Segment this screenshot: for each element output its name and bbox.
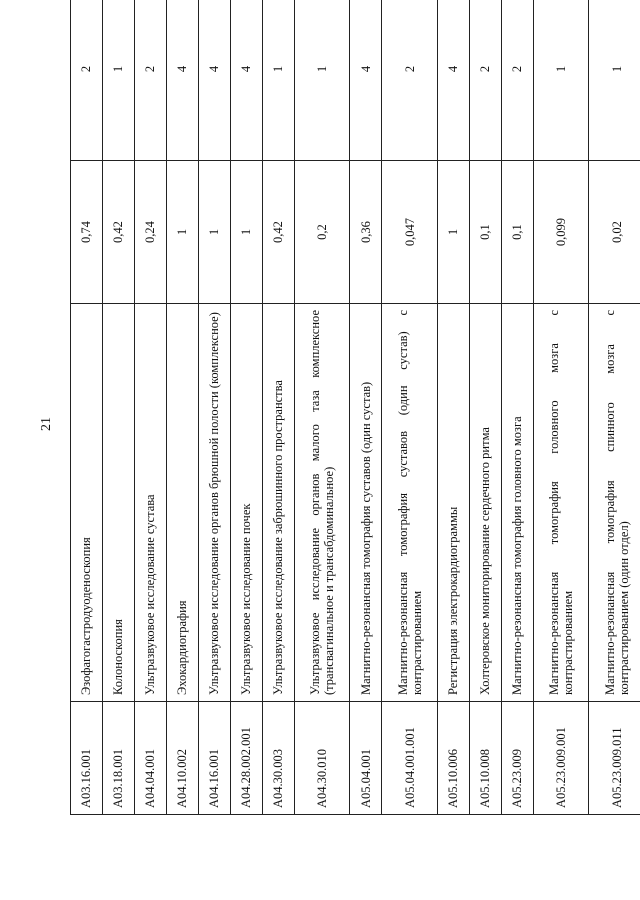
service-name-cell: Магнитно-резонансная томография головного мозга bbox=[501, 304, 533, 702]
service-code-cell: A04.10.002 bbox=[166, 702, 198, 815]
rotated-table-wrapper bbox=[70, 30, 640, 815]
table-body bbox=[71, 0, 640, 815]
service-name-cell: Магнитно-резонансная томография суставов (один сустав) bbox=[350, 304, 382, 702]
table-row bbox=[71, 0, 103, 815]
count-cell: 1 bbox=[294, 0, 350, 161]
service-code-cell: A05.23.009.001 bbox=[533, 702, 589, 815]
service-code-cell: A05.10.008 bbox=[469, 702, 501, 815]
page-number: 21 bbox=[39, 417, 54, 431]
service-code-cell: A04.04.001 bbox=[134, 702, 166, 815]
table-row bbox=[382, 0, 438, 815]
coefficient-cell: 0,02 bbox=[589, 161, 640, 304]
coefficient-cell: 1 bbox=[437, 161, 469, 304]
service-name-cell: Ультразвуковое исследование органов малого таза комплексное (трансвагинальное и трансабдоминальное) bbox=[294, 304, 350, 702]
coefficient-cell: 0,42 bbox=[262, 161, 294, 304]
service-name-cell: Эзофагогастродуоденоскопия bbox=[71, 304, 103, 702]
coefficient-cell: 0,099 bbox=[533, 161, 589, 304]
coefficient-cell: 0,047 bbox=[382, 161, 438, 304]
service-name-cell: Ультразвуковое исследование органов брюшной полости (комплексное) bbox=[198, 304, 230, 702]
service-name-cell: Магнитно-резонансная томография суставов (один сустав) с контрастированием bbox=[382, 304, 438, 702]
count-cell: 4 bbox=[350, 0, 382, 161]
table-row bbox=[166, 0, 198, 815]
table-row bbox=[198, 0, 230, 815]
service-name-cell: Ультразвуковое исследование сустава bbox=[134, 304, 166, 702]
coefficient-cell: 1 bbox=[230, 161, 262, 304]
service-name-cell: Эхокардиография bbox=[166, 304, 198, 702]
table-row bbox=[501, 0, 533, 815]
count-cell: 2 bbox=[134, 0, 166, 161]
table-row bbox=[230, 0, 262, 815]
table-row bbox=[294, 0, 350, 815]
table-row bbox=[469, 0, 501, 815]
table-row bbox=[262, 0, 294, 815]
service-code-cell: A05.23.009.011 bbox=[589, 702, 640, 815]
table-row bbox=[134, 0, 166, 815]
coefficient-cell: 0,24 bbox=[134, 161, 166, 304]
coefficient-cell: 0,1 bbox=[469, 161, 501, 304]
table-row bbox=[533, 0, 589, 815]
table-row bbox=[589, 0, 640, 815]
count-cell: 4 bbox=[437, 0, 469, 161]
service-code-cell: A05.04.001.001 bbox=[382, 702, 438, 815]
service-name-cell: Ультразвуковое исследование забрюшинного пространства bbox=[262, 304, 294, 702]
count-cell: 1 bbox=[102, 0, 134, 161]
rotated-table-container bbox=[70, 30, 640, 815]
service-name-cell: Ультразвуковое исследование почек bbox=[230, 304, 262, 702]
service-code-cell: A05.23.009 bbox=[501, 702, 533, 815]
service-name-cell: Холтеровское мониторирование сердечного ритма bbox=[469, 304, 501, 702]
table-row bbox=[102, 0, 134, 815]
service-code-cell: A03.16.001 bbox=[71, 702, 103, 815]
service-code-cell: A04.30.010 bbox=[294, 702, 350, 815]
count-cell: 4 bbox=[230, 0, 262, 161]
service-code-cell: A04.28.002.001 bbox=[230, 702, 262, 815]
table-row bbox=[350, 0, 382, 815]
count-cell: 4 bbox=[198, 0, 230, 161]
count-cell: 4 bbox=[166, 0, 198, 161]
coefficient-cell: 0,2 bbox=[294, 161, 350, 304]
medical-services-table bbox=[70, 0, 640, 815]
count-cell: 2 bbox=[71, 0, 103, 161]
count-cell: 2 bbox=[382, 0, 438, 161]
count-cell: 1 bbox=[589, 0, 640, 161]
count-cell: 2 bbox=[469, 0, 501, 161]
coefficient-cell: 0,1 bbox=[501, 161, 533, 304]
coefficient-cell: 0,36 bbox=[350, 161, 382, 304]
count-cell: 2 bbox=[501, 0, 533, 161]
coefficient-cell: 1 bbox=[198, 161, 230, 304]
service-code-cell: A03.18.001 bbox=[102, 702, 134, 815]
count-cell: 1 bbox=[533, 0, 589, 161]
service-name-cell: Магнитно-резонансная томография спинного мозга с контрастированием (один отдел) bbox=[589, 304, 640, 702]
coefficient-cell: 0,74 bbox=[71, 161, 103, 304]
count-cell: 1 bbox=[262, 0, 294, 161]
service-name-cell: Магнитно-резонансная томография головного мозга с контрастированием bbox=[533, 304, 589, 702]
service-code-cell: A04.30.003 bbox=[262, 702, 294, 815]
service-name-cell: Регистрация электрокардиограммы bbox=[437, 304, 469, 702]
service-name-cell: Колоноскопия bbox=[102, 304, 134, 702]
coefficient-cell: 1 bbox=[166, 161, 198, 304]
coefficient-cell: 0,42 bbox=[102, 161, 134, 304]
service-code-cell: A05.10.006 bbox=[437, 702, 469, 815]
service-code-cell: A04.16.001 bbox=[198, 702, 230, 815]
service-code-cell: A05.04.001 bbox=[350, 702, 382, 815]
table-row bbox=[437, 0, 469, 815]
